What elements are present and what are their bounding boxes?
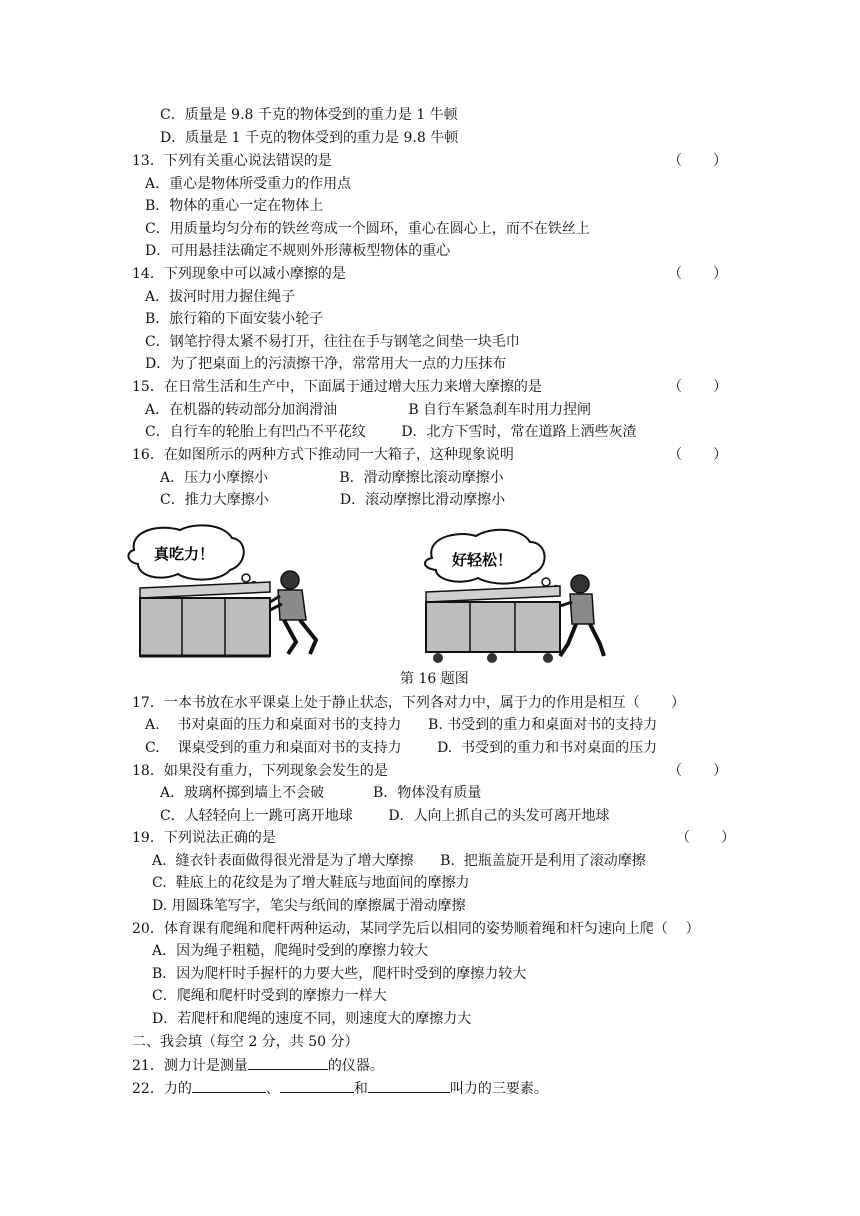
text-line: D．为了把桌面上的污渍擦干净，常常用大一点的力压抹布 xyxy=(145,356,507,372)
text-line: A. 书对桌面的压力和桌面对书的支持力 B. 书受到的重力和桌面对书的支持力 xyxy=(145,717,658,733)
text-line: 17．一本书放在水平课桌上处于静止状态，下列各对力中，属于力的作用是相互（ ） xyxy=(132,695,685,711)
answer-parentheses[interactable]: （ ） xyxy=(668,266,728,282)
text-line: D．若爬杆和爬绳的速度不同，则速度大的摩擦力大 xyxy=(152,1011,472,1027)
question-16-figure xyxy=(120,520,740,670)
text-line: A．压力小摩擦小 B．滑动摩擦比滚动摩擦小 xyxy=(160,470,504,486)
q22-blank-3[interactable] xyxy=(368,1078,450,1093)
text-line: 15．在日常生活和生产中，下面属于通过增大压力来增大摩擦的是 xyxy=(132,379,542,395)
text-line: A．重心是物体所受重力的作用点 xyxy=(145,176,352,192)
q22-sep: 、 xyxy=(265,1081,280,1097)
q21-blank[interactable] xyxy=(248,1055,328,1070)
text-line: C．用质量均匀分布的铁丝弯成一个圆环，重心在圆心上，而不在铁丝上 xyxy=(145,221,590,237)
left-scene xyxy=(128,525,316,656)
q22-text-after: 叫力的三要素。 xyxy=(449,1081,548,1097)
question-21 xyxy=(132,1055,384,1075)
answer-parentheses[interactable]: （ ） xyxy=(676,830,736,846)
text-line: 二、我会填（每空 2 分，共 50 分） xyxy=(132,1034,359,1050)
text-line: C. 课桌受到的重力和桌面对书的支持力 D. 书受到的重力和书对桌面的压力 xyxy=(145,740,658,756)
q22-text: 22．力的 xyxy=(132,1081,192,1097)
wheel xyxy=(487,653,497,663)
text-line: 19．下列说法正确的是 xyxy=(132,830,276,846)
text-line: A．拔河时用力握住绳子 xyxy=(145,289,296,305)
text-line: 18．如果没有重力，下列现象会发生的是 xyxy=(132,763,388,779)
text-line: C．爬绳和爬杆时受到的摩擦力一样大 xyxy=(152,988,387,1004)
answer-parentheses[interactable]: （ ） xyxy=(668,447,728,463)
box-right xyxy=(426,602,560,652)
answer-parentheses[interactable]: （ ） xyxy=(668,153,728,169)
text-line: D. 用圆珠笔写字，笔尖与纸间的摩擦属于滑动摩擦 xyxy=(152,898,466,914)
box-left xyxy=(140,598,270,656)
text-line: C．质量是 9.8 千克的物体受到的重力是 1 牛顿 xyxy=(160,107,458,123)
text-line: 20．体育课有爬绳和爬杆两种运动，某同学先后以相同的姿势顺着绳和杆匀速向上爬（ ） xyxy=(132,921,700,937)
text-line: A．在机器的转动部分加润滑油 B 自行车紧急刹车时用力捏闸 xyxy=(145,402,592,418)
person-left xyxy=(270,571,316,654)
text-line: C. 鞋底上的花纹是为了增大鞋底与地面间的摩擦力 xyxy=(152,875,470,891)
text-line: C．人轻轻向上一跳可离开地球 D．人向上抓自己的头发可离开地球 xyxy=(160,808,610,824)
wheel xyxy=(543,653,553,663)
wheel xyxy=(433,653,443,663)
left-bubble-text: 真吃力！ xyxy=(153,545,215,563)
text-line: 16．在如图所示的两种方式下推动同一大箱子，这种现象说明 xyxy=(132,447,514,463)
q21-text-after: 的仪器。 xyxy=(327,1058,384,1074)
person-right xyxy=(560,575,604,656)
text-line: D．质量是 1 千克的物体受到的重力是 9.8 牛顿 xyxy=(160,130,459,146)
text-line: B．因为爬杆时手握杆的力要大些，爬杆时受到的摩擦力较大 xyxy=(152,966,527,982)
text-line: A．因为绳子粗糙，爬绳时受到的摩擦力较大 xyxy=(152,943,429,959)
text-line: 14．下列现象中可以减小摩擦的是 xyxy=(132,266,346,282)
text-line: B．物体的重心一定在物体上 xyxy=(145,198,324,214)
answer-parentheses[interactable]: （ ） xyxy=(668,763,728,779)
q21-text: 21．测力计是测量 xyxy=(132,1058,248,1074)
text-line: A. 缝衣针表面做得很光滑是为了增大摩擦 B. 把瓶盖旋开是利用了滚动摩擦 xyxy=(152,853,646,869)
text-line: B．旅行箱的下面安装小轮子 xyxy=(145,311,324,327)
question-22 xyxy=(132,1078,548,1098)
text-line: C．钢笔拧得太紧不易打开，往往在手与钢笔之间垫一块毛巾 xyxy=(145,334,520,350)
q22-blank-1[interactable] xyxy=(192,1078,266,1093)
right-bubble-text: 好轻松！ xyxy=(451,551,513,569)
right-scene xyxy=(425,530,604,663)
text-line: C．自行车的轮胎上有凹凸不平花纹 D．北方下雪时，常在道路上洒些灰渣 xyxy=(145,424,637,440)
text-line: 13．下列有关重心说法错误的是 xyxy=(132,153,332,169)
text-line: C．推力大摩擦小 D．滚动摩擦比滑动摩擦小 xyxy=(160,492,506,508)
figure-caption: 第 16 题图 xyxy=(400,671,469,687)
q22-and: 和 xyxy=(353,1081,368,1097)
answer-parentheses[interactable]: （ ） xyxy=(668,379,728,395)
text-line: D．可用悬挂法确定不规则外形薄板型物体的重心 xyxy=(145,243,451,259)
text-line: A．玻璃杯掷到墙上不会破 B．物体没有质量 xyxy=(160,785,482,801)
q22-blank-2[interactable] xyxy=(280,1078,354,1093)
